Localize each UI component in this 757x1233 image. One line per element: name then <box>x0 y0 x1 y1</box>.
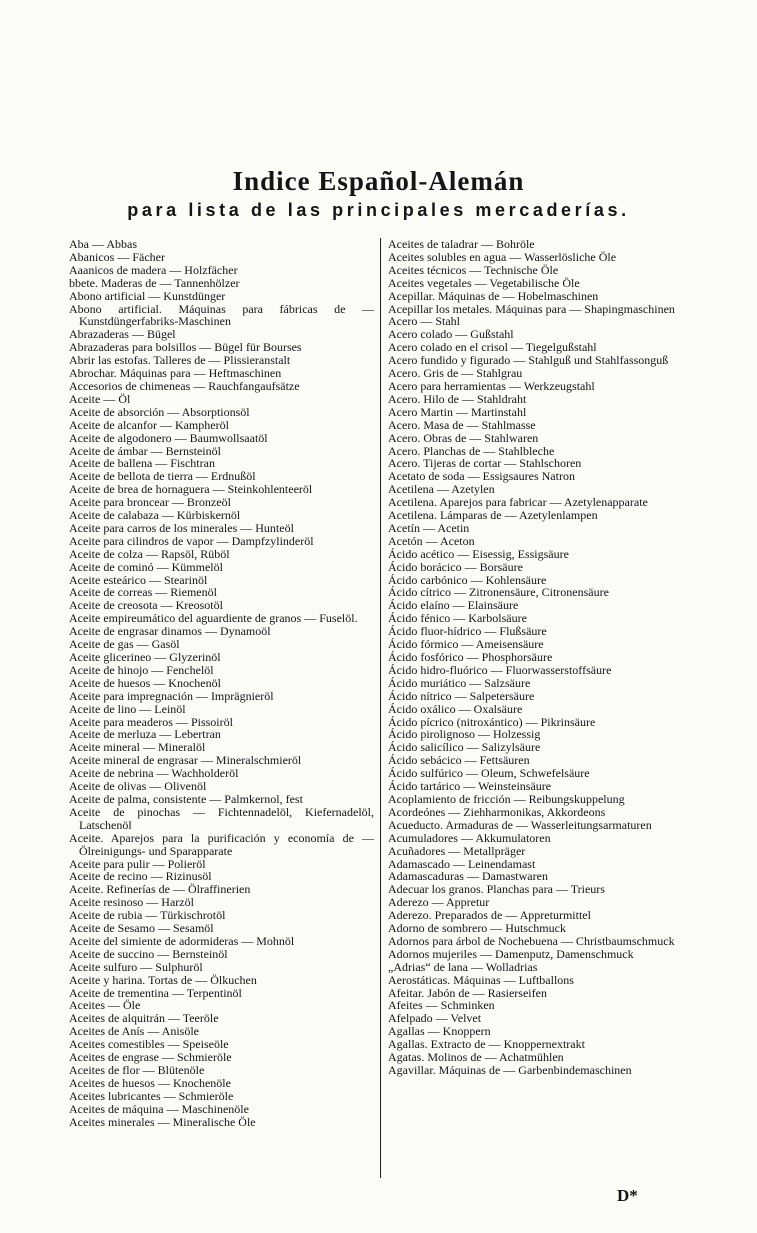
index-entry: Aceite para cilindros de vapor — Dampfzylinderöl <box>69 533 314 548</box>
index-entry: Aaanicos de madera — Holzfächer <box>69 262 238 277</box>
index-entry: Aceite de rubia — Türkischrotöl <box>69 908 226 923</box>
index-entry: Aceite — Öl <box>69 391 131 406</box>
index-entry: Aceite para broncear — Bronzeöl <box>69 495 231 510</box>
index-entry: Ácido fénico — Karbolsäure <box>388 611 527 626</box>
index-entry: Ácido pícrico (nitroxántico) — Pikrinsäure <box>388 714 596 729</box>
index-entry: Aceite de cominó — Kümmelöl <box>69 559 223 574</box>
index-entry: Ácido muriático — Salzsäure <box>388 675 531 690</box>
index-entry: Aceites de máquina — Maschinenöle <box>69 1101 249 1116</box>
index-entry: Aceite para carros de los minerales — Huntеöl <box>69 520 294 535</box>
index-entry: Acuñadores — Metallpräger <box>388 843 526 858</box>
signature-mark: D* <box>617 1186 638 1205</box>
index-entry: Abrochar. Máquinas para — Heftmaschinen <box>69 366 282 381</box>
index-entry: Aceite de calabaza — Kürbiskernöl <box>69 508 241 523</box>
index-entry: Acetón — Aceton <box>388 533 475 548</box>
index-entry: Afeites — Schminken <box>388 998 495 1013</box>
index-entry: Acoplamiento de fricción — Reibungskuppelung <box>388 791 625 806</box>
index-entry: Aceite glicerineo — Glyzerinöl <box>69 650 221 664</box>
index-entry: Aceite de ballena — Fischtran <box>69 456 215 471</box>
index-entry: Aceites lubricantes — Schmieröle <box>69 1088 234 1103</box>
index-entry: Aceite para meaderos — Pissoiröl <box>69 714 233 729</box>
index-entry: Acero. Hilo de — Stahldraht <box>388 391 527 406</box>
index-entry: Ácido oxálico — Oxalsäure <box>388 701 523 716</box>
index-entry: Acetilena. Aparejos para fabricar — Azetylenapparate <box>388 495 648 510</box>
index-entry: Acero — Stahl <box>388 314 460 329</box>
index-entry: Aceite de creosota — Kreosotöl <box>69 598 223 613</box>
index-entry: Ácido tartárico — Weinsteinsäure <box>388 779 552 794</box>
index-entry: Aceite de absorción — Absorptionsöl <box>69 404 250 419</box>
index-entry: Aceite de huesos — Knochenöl <box>69 675 221 690</box>
column-divider <box>380 238 381 1178</box>
page-title: Indice Español-Alemán <box>232 166 525 196</box>
index-entry: Aceite de colza — Rapsöl, Rüböl <box>69 546 230 561</box>
index-entry: Afeitar. Jabón de — Rasierseifen <box>388 985 547 1000</box>
index-entry: Ácido sebácico — Fettsäuren <box>388 753 530 768</box>
index-entry: Aceite sulfuro — Sulphuröl <box>69 959 203 974</box>
index-entry: Acetilena. Lámparas de — Azetylenlampen <box>388 508 598 523</box>
index-entry: Ácido cítrico — Zitronensäure, Citronensäure <box>388 585 609 600</box>
index-entry: Acetín — Acetin <box>388 520 470 535</box>
index-entry: Aceite de gas — Gasöl <box>69 637 180 652</box>
index-entry: Aderezo — Appretur <box>388 895 490 910</box>
index-entry: Adamascado — Leinendamast <box>388 856 536 871</box>
index-entry: Accesorios de chimeneas — Rauchfangaufsätze <box>69 378 300 393</box>
index-entry: Aceite de ámbar — Bernsteinöl <box>69 443 221 458</box>
index-entry: Ácido salicílico — Salizylsäure <box>388 740 541 755</box>
index-entry: Abono artificial — Kunstdünger <box>69 288 226 303</box>
index-entry: Aceite de trementina — Terpentinöl <box>69 985 242 1000</box>
index-entry: Adecuar los granos. Planchas para — Trieurs <box>388 882 605 897</box>
index-entry: Aceite de palma, consistente — Palmkernol, fest <box>69 791 303 806</box>
index-entry: Aceite de lino — Leinöl <box>69 701 186 716</box>
index-entry: Abanicos — Fächer <box>69 249 165 264</box>
index-entry: Acero. Gris de — Stahlgrau <box>388 366 523 381</box>
index-entry: Aceite empireumático del aguardiente de granos — Fuselöl. <box>69 611 358 626</box>
index-entry: Aceites solubles en agua — Wasserlösliche Öle <box>388 249 617 264</box>
index-entry: Ácido fluor-hídrico — Flußsäure <box>388 624 547 639</box>
index-entry: Aceite mineral — Mineralöl <box>69 740 206 755</box>
index-entry: Agatas. Molinos de — Achatmühlen <box>388 1050 564 1065</box>
index-entry: Ácido fórmico — Ameisensäure <box>388 637 544 652</box>
index-entry: Aceites de huesos — Knochenöle <box>69 1075 231 1090</box>
index-entry: Ácido nítrico — Salpetersäure <box>388 688 535 703</box>
index-entry: Aceites de flor — Blütenöle <box>69 1063 205 1077</box>
index-entry: Aceite y harina. Tortas de — Ölkuchen <box>69 972 257 987</box>
index-entry: Aceite. Aparejos para la purificación y economía de — Ölreinigungs- und Sparapparate <box>69 830 374 858</box>
index-entry: Acero fundido y figurado — Stahlguß und Stahlfassonguß <box>388 353 669 368</box>
index-entry: Acetilena — Azetylen <box>388 482 495 497</box>
index-entry: Ácido hidro-fluórico — Fluorwasserstoffsäure <box>388 662 612 677</box>
index-entry: Aceite mineral de engrasar — Mineralschmieröl <box>69 753 302 768</box>
index-entry: Aceites técnicos — Technische Öle <box>388 262 559 277</box>
index-entry: Acero. Masa de — Stahlmasse <box>388 417 536 432</box>
index-entry: Abrazaderas — Bügel <box>69 327 176 342</box>
index-entry: Aceite de recino — Rizinusöl <box>69 869 212 884</box>
index-entry: Acero colado en el crisol — Tiegelgußstahl <box>388 340 597 355</box>
index-entry: Acumuladores — Akkumulatoren <box>388 830 551 845</box>
index-entry: Agallas — Knoppern <box>388 1024 491 1039</box>
index-entry: Ácido sulfúrico — Oleum, Schwefelsäure <box>388 766 590 781</box>
index-entry: Adamascaduras — Damastwaren <box>388 869 548 884</box>
index-entry: Ácido acético — Eisessig, Essigsäure <box>388 546 569 561</box>
index-entry: Aceite de bellota de tierra — Erdnußöl <box>69 469 256 484</box>
index-entry: Ácido carbónico — Kohlensäure <box>388 572 547 587</box>
index-entry: Aceite de pinochas — Fichtennadelöl, Kiefernadelöl, Latschenöl <box>69 804 374 832</box>
index-entry: Adornos para árbol de Nochebuena — Christbaumschmuck <box>388 933 675 948</box>
index-entry: Aceite de brea de hornaguera — Steinkohlenteeröl <box>69 482 313 497</box>
index-entry: „Adrias“ de lana — Wolladrias <box>388 959 538 974</box>
index-entry: bbete. Maderas de — Tannenhölzer <box>69 275 240 290</box>
page-subtitle: para lista de las principales mercaderías. <box>127 200 630 220</box>
index-entry: Acero Martin — Martinstahl <box>388 404 527 419</box>
index-entry: Aceite de engrasar dinamos — Dynamoöl <box>69 624 271 639</box>
index-entry: Aceites minerales — Mineralische Öle <box>69 1114 256 1129</box>
index-entry: Aceite de merluza — Lebertran <box>69 727 221 742</box>
index-entry: Aceite de correas — Riemenöl <box>69 585 217 600</box>
index-entry: Aceite resinoso — Harzöl <box>69 895 194 910</box>
index-entry: Ácido elaíno — Elainsäure <box>388 598 519 613</box>
index-entry: Acero colado — Gußstahl <box>388 327 514 342</box>
index-entry: Acero. Planchas de — Stahlbleche <box>388 443 555 458</box>
index-entry: Acordeónes — Ziehharmonikas, Akkordeons <box>388 804 606 819</box>
index-entry: Acetato de soda — Essigsaures Natron <box>388 469 575 484</box>
left-column <box>69 238 374 1129</box>
index-entry: Aceite de succino — Bernsteinöl <box>69 946 228 961</box>
index-entry: Aderezo. Preparados de — Appreturmittel <box>388 908 591 923</box>
index-entry: Aerostáticas. Máquinas — Luftballons <box>388 972 574 987</box>
index-entry: Aceites comestibles — Speiseöle <box>69 1037 229 1052</box>
index-entry: Aceite de olivas — Olivenöl <box>69 779 207 794</box>
index-entry: Ácido fosfórico — Phosphorsäure <box>388 650 553 664</box>
index-entry: Abrazaderas para bolsillos — Bügel für Bourses <box>69 340 302 355</box>
index-entry: Acueducto. Armaduras de — Wasserleitungsarmaturen <box>388 817 652 832</box>
index-entry: Abrir las estofas. Talleres de — Plissieranstalt <box>69 353 291 368</box>
index-entry: Aba — Abbas <box>69 237 137 251</box>
index-entry: Aceites vegetales — Vegetabilische Öle <box>388 275 580 290</box>
index-entry: Aceites de alquitrán — Teeröle <box>69 1011 219 1026</box>
index-entry: Aceite. Refinerías de — Ölraffinerien <box>69 882 251 897</box>
index-entry: Abono artificial. Máquinas para fábricas de — Kunstdüngerfabriks-Maschinen <box>69 301 374 329</box>
index-entry: Afelpado — Velvet <box>388 1011 482 1026</box>
index-entry: Ácido pirolignoso — Holzessig <box>388 727 541 742</box>
right-column <box>388 238 693 1077</box>
index-entry: Aceite del simiente de adormideras — Mohnöl <box>69 933 295 948</box>
index-entry: Aceite para pulir — Polieröl <box>69 856 206 871</box>
index-entry: Aceites de taladrar — Bohröle <box>388 237 535 251</box>
index-entry: Adornos mujeriles — Damenputz, Damenschmuck <box>388 946 634 961</box>
index-entry: Aceite de hinojo — Fenchelöl <box>69 662 214 677</box>
index-entry: Aceite de nebrina — Wachholderöl <box>69 766 239 781</box>
index-entry: Aceites de Anís — Anisöle <box>69 1024 199 1039</box>
index-entry: Acero. Obras de — Stahlwaren <box>388 430 539 445</box>
index-entry: Acero para herramientas — Werkzeugstahl <box>388 378 595 393</box>
index-entry: Aceites de engrase — Schmieröle <box>69 1050 232 1065</box>
index-entry: Agavillar. Máquinas de — Garbenbindemaschinen <box>388 1063 632 1077</box>
index-entry: Acepillar los metales. Máquinas para — Shapingmaschinen <box>388 301 675 316</box>
index-entry: Aceite de algodonero — Baumwollsaatöl <box>69 430 268 445</box>
index-entry: Aceite de alcanfor — Kampheröl <box>69 417 229 432</box>
index-entry: Agallas. Extracto de — Knoppernextrakt <box>388 1037 585 1052</box>
index-entry: Adorno de sombrero — Hutschmuck <box>388 921 566 936</box>
index-entry: Acepillar. Máquinas de — Hobelmaschinen <box>388 288 599 303</box>
index-entry: Aceite para impregnación — Imprägnieröl <box>69 688 274 703</box>
index-entry: Acero. Tijeras de cortar — Stahlschoren <box>388 456 582 471</box>
index-entry: Aceites — Öle <box>69 998 141 1013</box>
index-entry: Aceite esteárico — Stearinöl <box>69 572 208 587</box>
index-entry: Aceite de Sesamo — Sesamöl <box>69 921 214 936</box>
index-entry: Ácido borácico — Borsäure <box>388 559 523 574</box>
